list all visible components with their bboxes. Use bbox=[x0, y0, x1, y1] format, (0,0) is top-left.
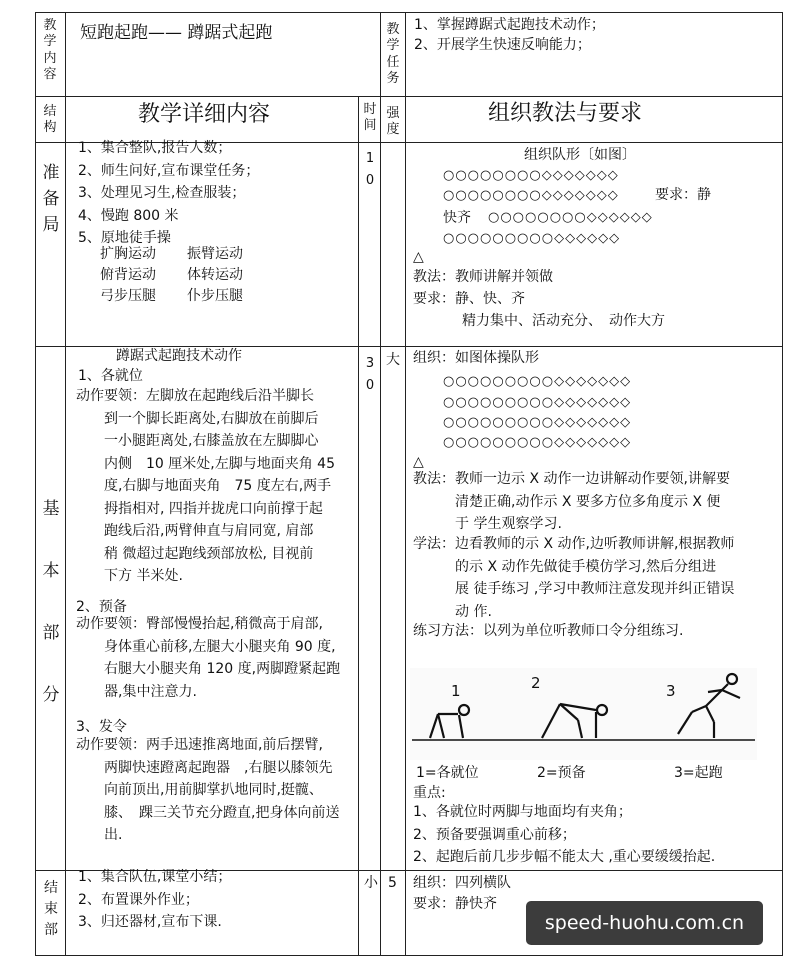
end-label-text: 结束部 bbox=[44, 880, 58, 938]
task-label bbox=[382, 22, 404, 87]
prep-item: 3、处理见习生,检查服装； bbox=[78, 185, 246, 201]
basic-time bbox=[360, 353, 380, 397]
end-org: 组织：四列横队 bbox=[413, 875, 511, 891]
prep-label bbox=[38, 160, 64, 238]
content-label-text: 教学内容 bbox=[43, 18, 57, 82]
figure-caption: 1=各就位 bbox=[416, 765, 479, 781]
structure-label bbox=[37, 104, 63, 137]
section-line: 动作要领：两手迅速推离地面,前后摆臂, bbox=[76, 737, 323, 753]
section-line: 右腿大小腿夹角 120 度,两脚蹬紧起跑 bbox=[76, 661, 341, 677]
key-point: 2、起跑后前几步步幅不能太大 ,重心要缓缓抬起. bbox=[413, 849, 716, 865]
teacher-triangle-icon: △ bbox=[413, 249, 424, 265]
section-line: 稍 微超过起跑线颈部放松, 目视前 bbox=[76, 545, 314, 562]
method-line: 于 学生观察学习. bbox=[413, 516, 562, 532]
intensity-label bbox=[382, 106, 404, 139]
formation-row: ○○○○○○○○○◇◇◇◇◇◇◇ bbox=[443, 415, 632, 430]
formation-row: ○○○○○○○○○◇◇◇◇◇◇ bbox=[443, 231, 621, 246]
table-border-top bbox=[35, 12, 783, 13]
end-intensity: 小 bbox=[364, 875, 378, 891]
study-line: 的示 X 动作先做徒手模仿学习,然后分组进 bbox=[413, 558, 716, 575]
detail-divider bbox=[358, 96, 359, 956]
task-label-text: 教学任务 bbox=[386, 22, 400, 86]
section-line: 出. bbox=[76, 827, 123, 843]
basic-org: 组织：如图体操队形 bbox=[413, 350, 539, 366]
detail-column-title: 教学详细内容 bbox=[138, 102, 271, 127]
basic-intensity: 大 bbox=[386, 352, 400, 368]
formation-row: ○○○○○○○○◇◇◇◇◇◇◇ bbox=[443, 188, 619, 203]
formation-row: ○○○○○○○○○◇◇◇◇◇◇◇ bbox=[443, 374, 632, 389]
section-line: 两脚快速蹬离起跑器 ,右腿以膝领先 bbox=[76, 759, 333, 776]
section-line: 向前顶出,用前脚掌扒地同时,挺髋、 bbox=[76, 782, 323, 798]
prep-item: 4、慢跑 800 米 bbox=[78, 207, 179, 224]
figure-number: 2 bbox=[531, 674, 541, 692]
basic-label bbox=[38, 478, 64, 726]
key-point: 1、各就位时两脚与地面均有夹角； bbox=[413, 804, 632, 820]
prep-item: 1、集合整队,报告人数； bbox=[78, 140, 232, 156]
section-3-lines bbox=[76, 734, 339, 847]
end-items bbox=[78, 866, 231, 934]
teacher-triangle-icon: △ bbox=[413, 454, 424, 470]
prep-divider bbox=[35, 346, 783, 347]
formation-title: 组织队形〔如图〕 bbox=[524, 147, 636, 163]
method-column-title: 组织教法与要求 bbox=[488, 101, 643, 126]
prep-requirement-detail: 精力集中、活动充分、 动作大方 bbox=[462, 313, 665, 329]
figure-number: 1 bbox=[451, 682, 461, 700]
table-border-bottom bbox=[35, 955, 783, 956]
end-item: 1、集合队伍,课堂小结； bbox=[78, 869, 232, 885]
prep-items bbox=[78, 137, 259, 250]
table-border-left bbox=[35, 12, 36, 956]
start-illustration bbox=[410, 668, 757, 760]
figure-caption: 2=预备 bbox=[537, 765, 586, 781]
exercise: 俯背运动 bbox=[100, 267, 156, 283]
section-1-lines bbox=[76, 385, 335, 588]
section-heading: 3、发令 bbox=[76, 719, 127, 735]
formation-row: ○○○○○○○○○◇◇◇◇◇◇◇ bbox=[443, 435, 632, 450]
section-line: 跑线后沿,两臂伸直与肩同宽, 肩部 bbox=[76, 523, 314, 539]
section-line: 动作要领：左脚放在起跑线后沿半脚长 bbox=[76, 388, 314, 404]
site-watermark: speed-huohu.com.cn bbox=[526, 901, 763, 945]
end-requirement: 要求：静快齐 bbox=[413, 896, 497, 912]
formation-row: ○○○○○○○○○◇◇◇◇◇◇◇ bbox=[443, 395, 632, 410]
end-label bbox=[38, 878, 64, 941]
exercise: 体转运动 bbox=[187, 267, 243, 283]
section-line: 内侧 10 厘米处,左脚与地面夹角 45 bbox=[76, 455, 335, 472]
intensity-label-text: 强度 bbox=[386, 106, 400, 138]
end-item: 2、布置课外作业； bbox=[78, 891, 199, 908]
section-line: 拇指相对, 四指并拢虎口向前撑于起 bbox=[76, 500, 323, 517]
end-time: 5 bbox=[388, 875, 397, 891]
figure-start bbox=[678, 674, 740, 738]
prep-item: 5、原地徒手操 bbox=[78, 230, 171, 246]
study-line: 动 作. bbox=[413, 603, 492, 620]
basic-title: 蹲踞式起跑技术动作 bbox=[116, 348, 242, 364]
method-line: 教法：教师一边示 X 动作一边讲解动作要领,讲解要 bbox=[413, 471, 730, 487]
task-1: 1、掌握蹲踞式起跑技术动作； bbox=[414, 17, 605, 33]
section-heading: 1、各就位 bbox=[78, 368, 143, 384]
exercise: 仆步压腿 bbox=[187, 288, 243, 304]
section-line: 到一个脚长距离处,右脚放在前脚后 bbox=[76, 410, 319, 427]
prep-requirement: 要求：静、快、齐 bbox=[413, 291, 525, 307]
topic-title: 短跑起跑—— 蹲踞式起跑 bbox=[80, 23, 273, 43]
method-line: 清楚正确,动作示 X 要多方位多角度示 X 便 bbox=[413, 493, 721, 510]
basic-label-text: 基本部分 bbox=[42, 499, 60, 705]
prep-time bbox=[360, 148, 380, 192]
table-border-right bbox=[782, 12, 783, 956]
start-figures-svg bbox=[410, 668, 757, 760]
section-line: 下方 半米处. bbox=[76, 568, 183, 584]
prep-row3-prefix: 快齐 bbox=[443, 210, 471, 226]
key-points bbox=[413, 801, 715, 869]
prep-label-text: 准备局 bbox=[42, 163, 60, 235]
time-divider bbox=[380, 12, 381, 956]
study-line: 学法：边看教师的示 X 动作,边听教师讲解,根据教师 bbox=[413, 536, 735, 552]
task-2: 2、开展学生快速反响能力； bbox=[414, 37, 591, 53]
basic-study bbox=[413, 533, 734, 623]
basic-method bbox=[413, 468, 730, 536]
figure-number: 3 bbox=[666, 682, 676, 700]
end-item: 3、归还器材,宣布下课. bbox=[78, 914, 222, 930]
content-label bbox=[37, 18, 63, 83]
time-label-text: 时间 bbox=[363, 102, 377, 134]
time-label bbox=[360, 102, 380, 135]
formation-row: ○○○○○○○○◇◇◇◇◇◇◇ bbox=[443, 168, 619, 183]
section-line: 身体重心前移,左腿大小腿夹角 90 度, bbox=[76, 638, 336, 655]
section-heading: 2、预备 bbox=[76, 599, 127, 615]
section-line: 一小腿距离处,右膝盖放在左脚脚心 bbox=[76, 433, 319, 449]
structure-label-text: 结构 bbox=[43, 104, 57, 136]
figure-on-your-marks bbox=[430, 705, 469, 738]
section-line: 动作要领：臀部慢慢抬起,稍微高于肩部, bbox=[76, 616, 323, 632]
figure-caption: 3=起跑 bbox=[674, 765, 723, 781]
section-line: 膝、 踝三关节充分蹬直,把身体向前送 bbox=[76, 804, 340, 821]
section-2-lines bbox=[76, 613, 340, 703]
intensity-divider bbox=[405, 12, 406, 956]
exercise: 扩胸运动 bbox=[100, 246, 156, 262]
key-point: 2、预备要强调重心前移； bbox=[413, 826, 576, 843]
prep-row2-suffix: 要求：静 bbox=[655, 187, 711, 203]
exercise: 弓步压腿 bbox=[100, 288, 156, 304]
section-line: 器,集中注意力. bbox=[76, 683, 197, 700]
prep-method: 教法：教师讲解并领做 bbox=[413, 269, 553, 285]
exercise: 振臂运动 bbox=[187, 246, 243, 262]
figure-set bbox=[542, 704, 607, 738]
study-line: 展 徒手练习 ,学习中教师注意发现并纠正错误 bbox=[413, 581, 735, 597]
practice-method: 练习方法：以列为单位听教师口令分组练习. bbox=[413, 623, 684, 639]
basic-time-text: 30 bbox=[365, 356, 375, 393]
structure-divider bbox=[65, 12, 66, 956]
prep-item: 2、师生问好,宣布课堂任务； bbox=[78, 162, 260, 179]
key-title: 重点: bbox=[413, 785, 446, 801]
header-divider bbox=[35, 96, 783, 97]
section-line: 度,右脚与地面夹角 75 度左右,两手 bbox=[76, 478, 332, 494]
formation-row: ○○○○○○○○◇◇◇◇◇◇ bbox=[488, 210, 653, 225]
prep-time-text: 10 bbox=[365, 151, 375, 188]
